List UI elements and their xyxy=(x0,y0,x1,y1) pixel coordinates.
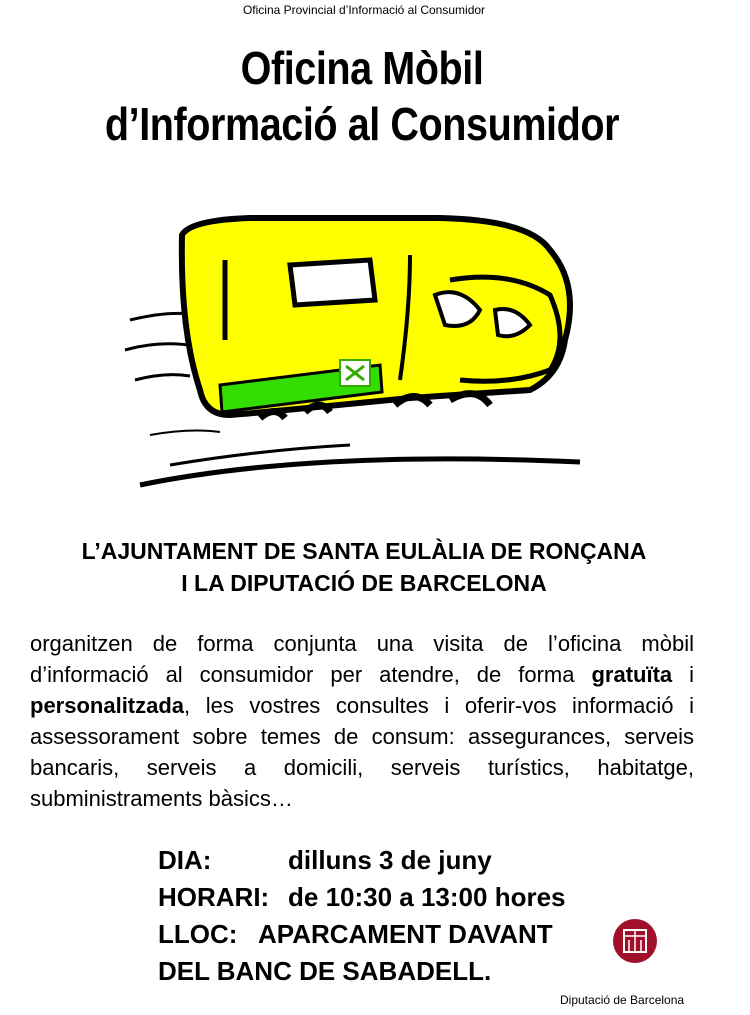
day-value: dilluns 3 de juny xyxy=(288,845,492,875)
header-office-name: Oficina Provincial d’Informació al Consumidor xyxy=(242,3,486,17)
title-line-1: Oficina Mòbil xyxy=(240,42,484,94)
organizers-line-2: I LA DIPUTACIÓ DE BARCELONA xyxy=(181,570,547,596)
description-part-3: , les vostres consultes i oferir-vos informació i assessorament sobre temes de consum: assegurances, serveis bancaris, serveis a domicili, serveis turístics, habitatge, subministraments bàsics… xyxy=(30,693,694,811)
place-value-1: APARCAMENT DAVANT xyxy=(258,919,553,949)
description-paragraph xyxy=(30,628,694,814)
day-label: DIA: xyxy=(158,845,212,875)
organizers xyxy=(0,535,728,599)
event-details xyxy=(158,842,598,990)
place-value-2: DEL BANC DE SABADELL. xyxy=(158,956,492,986)
title-line-2: d’Informació al Consumidor xyxy=(104,98,620,150)
organizers-line-1: L’AJUNTAMENT DE SANTA EULÀLIA DE RONÇANA xyxy=(81,538,647,564)
time-value: de 10:30 a 13:00 hores xyxy=(288,882,566,912)
detail-place-row-2 xyxy=(158,953,598,990)
description-part-1: organitzen de forma conjunta una visita de l’oficina mòbil d’informació al consumidor per atendre, de forma xyxy=(30,631,694,687)
footer-org: Diputació de Barcelona xyxy=(560,993,685,1007)
time-label: HORARI: xyxy=(158,882,270,912)
detail-place-row xyxy=(158,916,598,953)
mobile-office-van-icon xyxy=(110,200,610,500)
diputacio-seal-icon xyxy=(612,918,658,964)
place-label: LLOC: xyxy=(158,919,238,949)
description-bold-personalized: personalitzada xyxy=(30,693,185,718)
description-bold-free: gratuïta xyxy=(591,662,673,687)
page-title xyxy=(51,40,674,152)
detail-day-row xyxy=(158,842,598,879)
description-part-2: i xyxy=(672,662,694,687)
detail-time-row xyxy=(158,879,598,916)
